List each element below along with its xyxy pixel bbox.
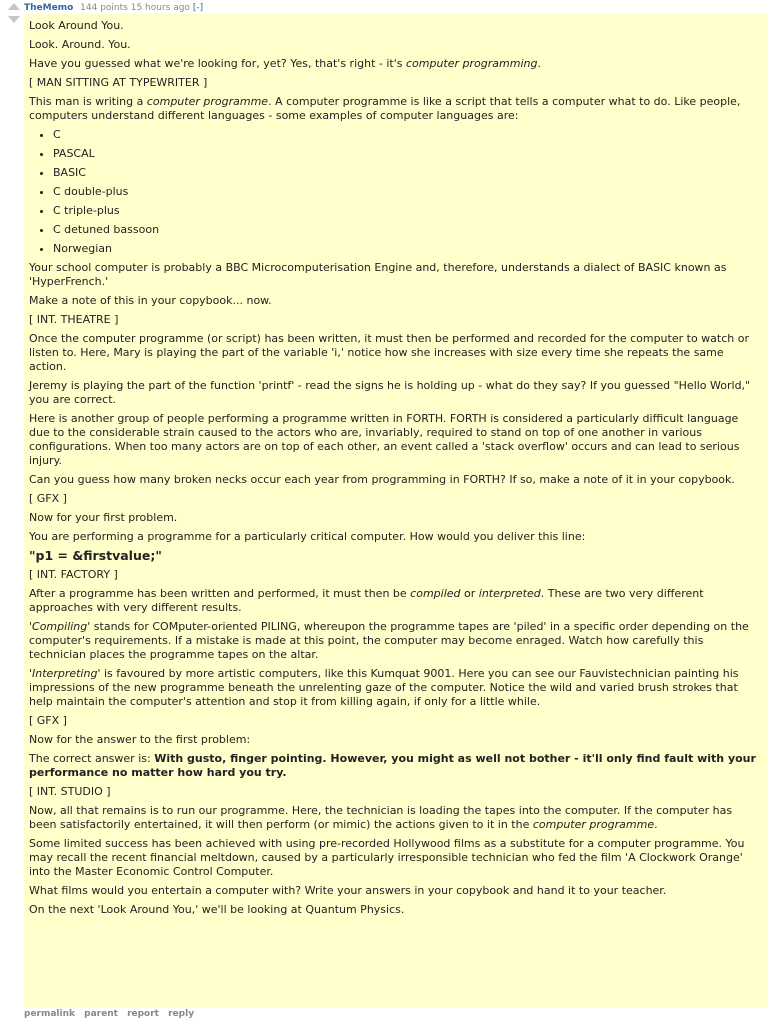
- downvote-arrow-icon[interactable]: [8, 16, 20, 23]
- permalink-link[interactable]: permalink: [24, 1009, 75, 1019]
- list-item: • PASCAL: [53, 147, 758, 161]
- collapse-toggle[interactable]: [-]: [192, 3, 204, 13]
- paragraph: Can you guess how many broken necks occur each year from programming in FORTH? If so, make a note of it in your copybook.: [29, 473, 735, 486]
- code-line: "p1 = &firstvalue;": [29, 548, 162, 563]
- paragraph: The correct answer is: With gusto, finger pointing. However, you might as well not bother - it'll only find fault with your performance no matter how hard you try.: [29, 752, 756, 779]
- reply-link[interactable]: reply: [168, 1009, 195, 1019]
- points: 144 points: [80, 3, 128, 13]
- language-list: [29, 128, 758, 256]
- paragraph: You are performing a programme for a particularly critical computer. How would you deliver this line:: [29, 530, 586, 543]
- paragraph: Have you guessed what we're looking for, yet? Yes, that's right - it's computer programming.: [29, 57, 541, 70]
- comment-body: [24, 14, 768, 1008]
- paragraph: Now for your first problem.: [29, 511, 178, 524]
- scene-heading: [ MAN SITTING AT TYPEWRITER ]: [29, 76, 208, 89]
- timestamp: 15 hours ago: [130, 3, 190, 13]
- list-item: • C double-plus: [53, 185, 758, 199]
- paragraph: 'Compiling' stands for COMputer-oriented PILING, whereupon the programme tapes are 'piled' in a specific order depending on the computer's requirements. If a mistake is made at this point, the computer may become enraged. Watch how carefully this technician places the programme tapes on the altar.: [29, 620, 749, 661]
- scene-heading: [ GFX ]: [29, 714, 67, 727]
- comment-actions: [24, 1008, 200, 1020]
- paragraph: After a programme has been written and performed, it must then be compiled or interpreted. These are two very different approaches with very different results.: [29, 587, 704, 614]
- paragraph: Look Around You.: [29, 19, 124, 32]
- paragraph: Once the computer programme (or script) has been written, it must then be performed and recorded for the computer to watch or listen to. Here, Mary is playing the part of the variable 'i,' notice how she increases with size every time she repeats the same action.: [29, 332, 749, 373]
- paragraph: Your school computer is probably a BBC Microcomputerisation Engine and, therefore, understands a dialect of BASIC known as 'HyperFrench.': [29, 261, 727, 288]
- list-item: • BASIC: [53, 166, 758, 180]
- paragraph: Make a note of this in your copybook... now.: [29, 294, 272, 307]
- paragraph: What films would you entertain a computer with? Write your answers in your copybook and hand it to your teacher.: [29, 884, 667, 897]
- list-item: • C: [53, 128, 758, 142]
- scene-heading: [ INT. STUDIO ]: [29, 785, 111, 798]
- report-link[interactable]: report: [127, 1009, 159, 1019]
- paragraph: 'Interpreting' is favoured by more artistic computers, like this Kumquat 9001. Here you can see our Fauvistechnician painting his impressions of the new programme beneath the unrelenting gaze of the computer. Notice the wild and varied brush strokes that help maintain the computer's attention and stop it from killing again, if only for a little while.: [29, 667, 739, 708]
- parent-link[interactable]: parent: [84, 1009, 118, 1019]
- paragraph: This man is writing a computer programme. A computer programme is like a script that tells a computer what to do. Like people, computers understand different languages - some examples of computer languages are:: [29, 95, 741, 122]
- list-item: • Norwegian: [53, 242, 758, 256]
- list-item: • C triple-plus: [53, 204, 758, 218]
- list-item: • C detuned bassoon: [53, 223, 758, 237]
- paragraph: Now, all that remains is to run our programme. Here, the technician is loading the tapes into the computer. If the computer has been satisfactorily entertained, it will then perform (or mimic) the actions given to it in the computer programme.: [29, 804, 733, 831]
- scene-heading: [ INT. THEATRE ]: [29, 313, 119, 326]
- paragraph: Look. Around. You.: [29, 38, 131, 51]
- scene-heading: [ INT. FACTORY ]: [29, 568, 118, 581]
- vote-arrows: [6, 3, 22, 23]
- paragraph: Now for the answer to the first problem:: [29, 733, 251, 746]
- upvote-arrow-icon[interactable]: [8, 3, 20, 10]
- paragraph: Here is another group of people performing a programme written in FORTH. FORTH is considered a particularly difficult language due to the considerable strain caused to the actors who are, invariably, required to stand on top of one another in various configurations. When too many actors are on top of each other, an event called a 'stack overflow' occurs and can lead to serious injury.: [29, 412, 740, 467]
- paragraph: On the next 'Look Around You,' we'll be looking at Quantum Physics.: [29, 903, 405, 916]
- scene-heading: [ GFX ]: [29, 492, 67, 505]
- paragraph: Some limited success has been achieved with using pre-recorded Hollywood films as a substitute for a computer programme. You may recall the recent financial meltdown, caused by a particularly irresponsible technician who fed the film 'A Clockwork Orange' into the Master Economic Control Computer.: [29, 837, 745, 878]
- author-link[interactable]: TheMemo: [24, 3, 74, 13]
- comment-tagline: [24, 2, 203, 14]
- paragraph: Jeremy is playing the part of the function 'printf' - read the signs he is holding up - what do they say? If you guessed "Hello World," you are correct.: [29, 379, 751, 406]
